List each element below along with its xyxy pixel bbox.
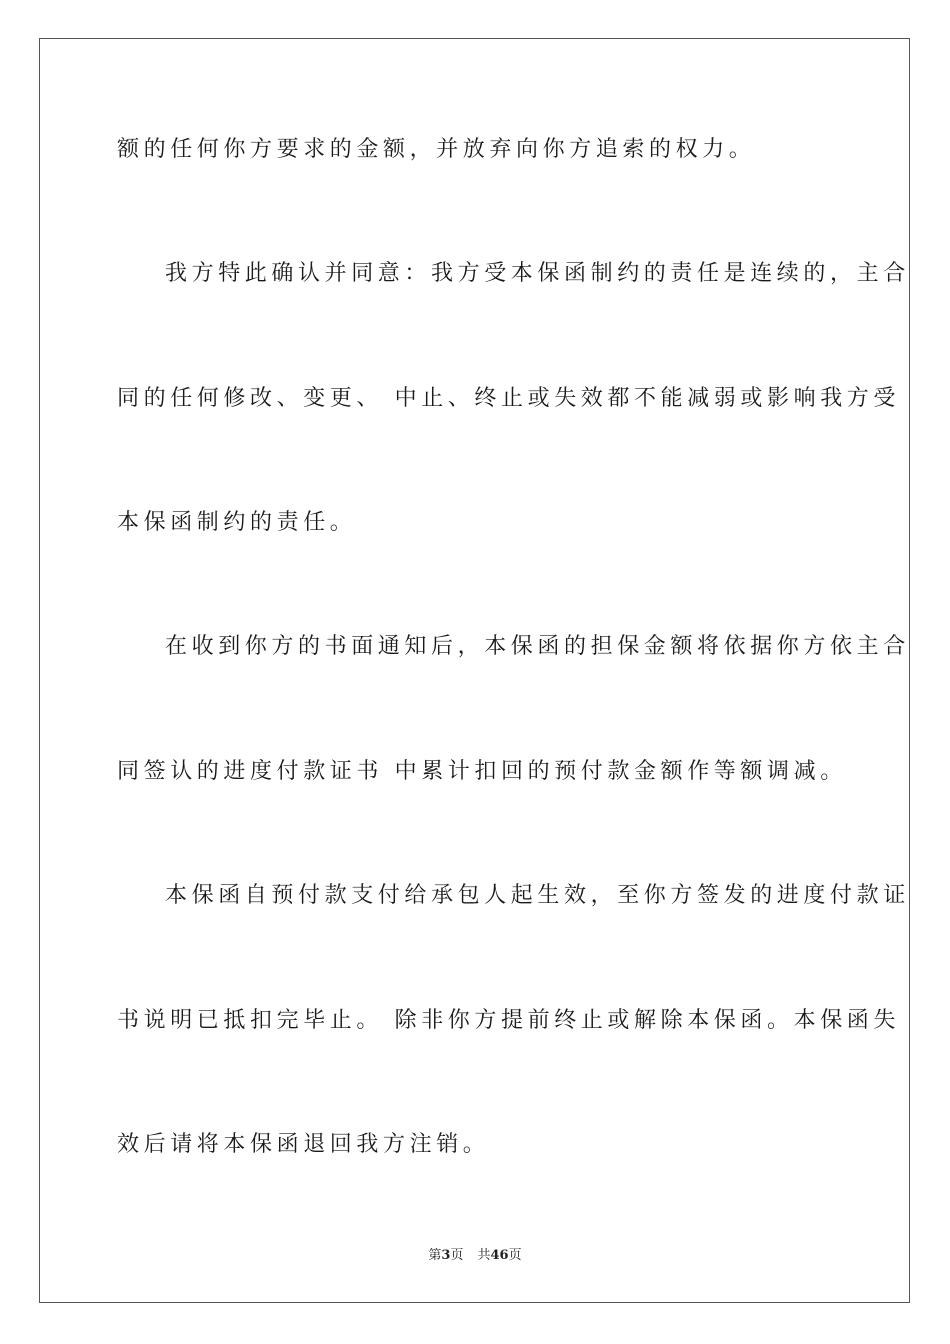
body-text-line: 效后请将本保函退回我方注销。	[117, 1132, 490, 1157]
page-footer	[0, 1247, 950, 1265]
page-number: 3	[441, 1248, 451, 1263]
body-text-line: 本保函制约的责任。	[117, 510, 357, 535]
body-text-line: 我方特此确认并同意：我方受本保函制约的责任是连续的，主合	[165, 261, 910, 286]
page-suffix: 页	[450, 1248, 464, 1263]
page-prefix: 第	[428, 1248, 442, 1263]
body-text-line: 本保函自预付款支付给承包人起生效，至你方签发的进度付款证	[165, 883, 910, 908]
body-text-line: 同的任何修改、变更、 中止、终止或失效都不能减弱或影响我方受	[117, 386, 900, 411]
page-frame	[39, 38, 910, 1303]
total-pages: 46	[490, 1248, 509, 1263]
body-text-line: 书说明已抵扣完毕止。 除非你方提前终止或解除本保函。本保函失	[117, 1008, 900, 1033]
body-text-line: 同签认的进度付款证书 中累计扣回的预付款金额作等额调减。	[117, 759, 847, 784]
total-prefix: 共	[477, 1248, 491, 1263]
body-text-line: 额的任何你方要求的金额，并放弃向你方追索的权力。	[117, 137, 756, 162]
body-text-line: 在收到你方的书面通知后，本保函的担保金额将依据你方依主合	[165, 634, 910, 659]
total-suffix: 页	[508, 1248, 522, 1263]
